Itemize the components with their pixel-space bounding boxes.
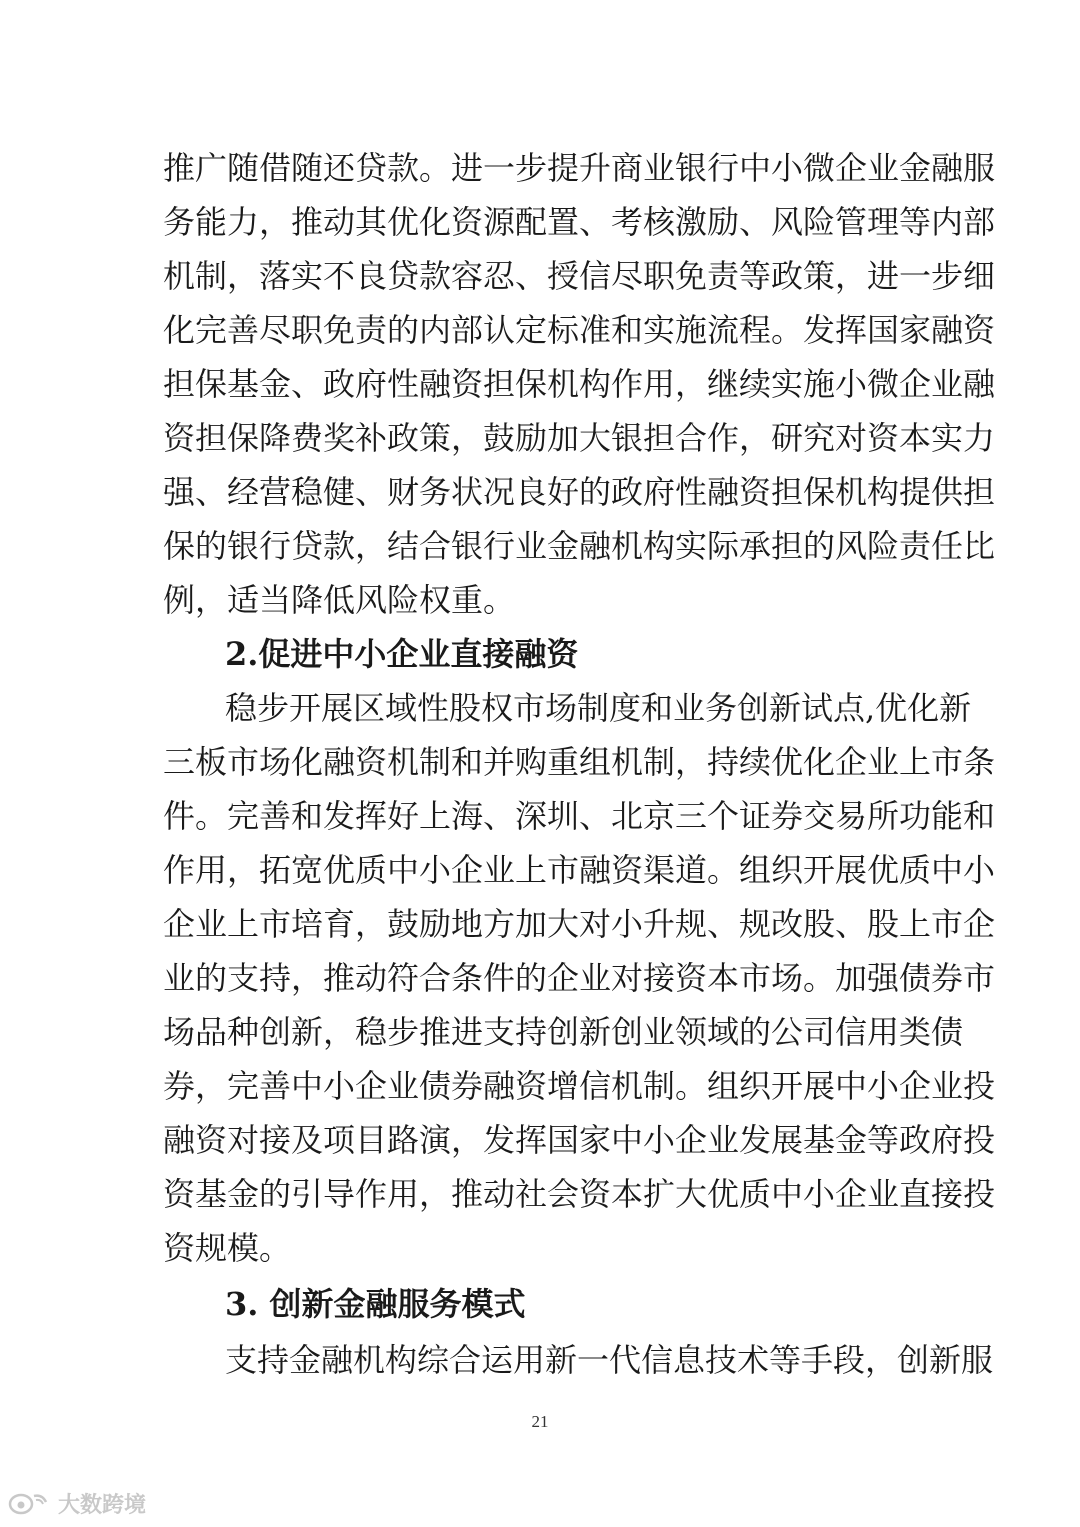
section-heading-2: 2.促进中小企业直接融资 [225, 635, 579, 673]
watermark [8, 1488, 146, 1518]
paragraph-line: 化完善尽职免责的内部认定标准和实施流程。发挥国家融资 [163, 311, 996, 349]
paragraph-line: 券，完善中小企业债券融资增信机制。组织开展中小企业投 [163, 1067, 996, 1105]
paragraph-line: 作用，拓宽优质中小企业上市融资渠道。组织开展优质中小 [163, 851, 996, 889]
paragraph-line: 稳步开展区域性股权市场制度和业务创新试点,优化新 [225, 689, 972, 727]
paragraph-line: 资规模。 [163, 1229, 292, 1267]
paragraph-line: 推广随借随还贷款。进一步提升商业银行中小微企业金融服 [163, 149, 996, 187]
paragraph-line: 机制，落实不良贷款容忍、授信尽职免责等政策，进一步细 [163, 257, 996, 295]
paragraph-line: 业的支持，推动符合条件的企业对接资本市场。加强债券市 [163, 959, 996, 997]
section-heading-3: 3. 创新金融服务模式 [225, 1285, 526, 1323]
paragraph-line: 企业上市培育，鼓励地方加大对小升规、规改股、股上市企 [163, 905, 996, 943]
paragraph-line: 例，适当降低风险权重。 [163, 581, 516, 619]
page-number: 21 [531, 1412, 549, 1431]
paragraph-line: 保的银行贷款，结合银行业金融机构实际承担的风险责任比 [163, 527, 996, 565]
watermark-text: 大数跨境 [58, 1492, 147, 1518]
paragraph-line: 场品种创新，稳步推进支持创新创业领域的公司信用类债 [163, 1013, 964, 1051]
paragraph-line: 融资对接及项目路演，发挥国家中小企业发展基金等政府投 [163, 1121, 996, 1159]
paragraph-line: 担保基金、政府性融资担保机构作用，继续实施小微企业融 [163, 365, 996, 403]
paragraph-line: 支持金融机构综合运用新一代信息技术等手段，创新服 [225, 1341, 994, 1379]
paragraph-line: 三板市场化融资机制和并购重组机制，持续优化企业上市条 [163, 743, 996, 781]
paragraph-line: 资基金的引导作用，推动社会资本扩大优质中小企业直接投 [163, 1175, 996, 1213]
weibo-like-logo-icon [8, 1490, 52, 1516]
paragraph-line: 强、经营稳健、财务状况良好的政府性融资担保机构提供担 [163, 473, 996, 511]
paragraph-line: 资担保降费奖补政策，鼓励加大银担合作，研究对资本实力 [163, 419, 996, 457]
paragraph-line: 件。完善和发挥好上海、深圳、北京三个证券交易所功能和 [163, 797, 996, 835]
paragraph-line: 务能力，推动其优化资源配置、考核激励、风险管理等内部 [163, 203, 996, 241]
